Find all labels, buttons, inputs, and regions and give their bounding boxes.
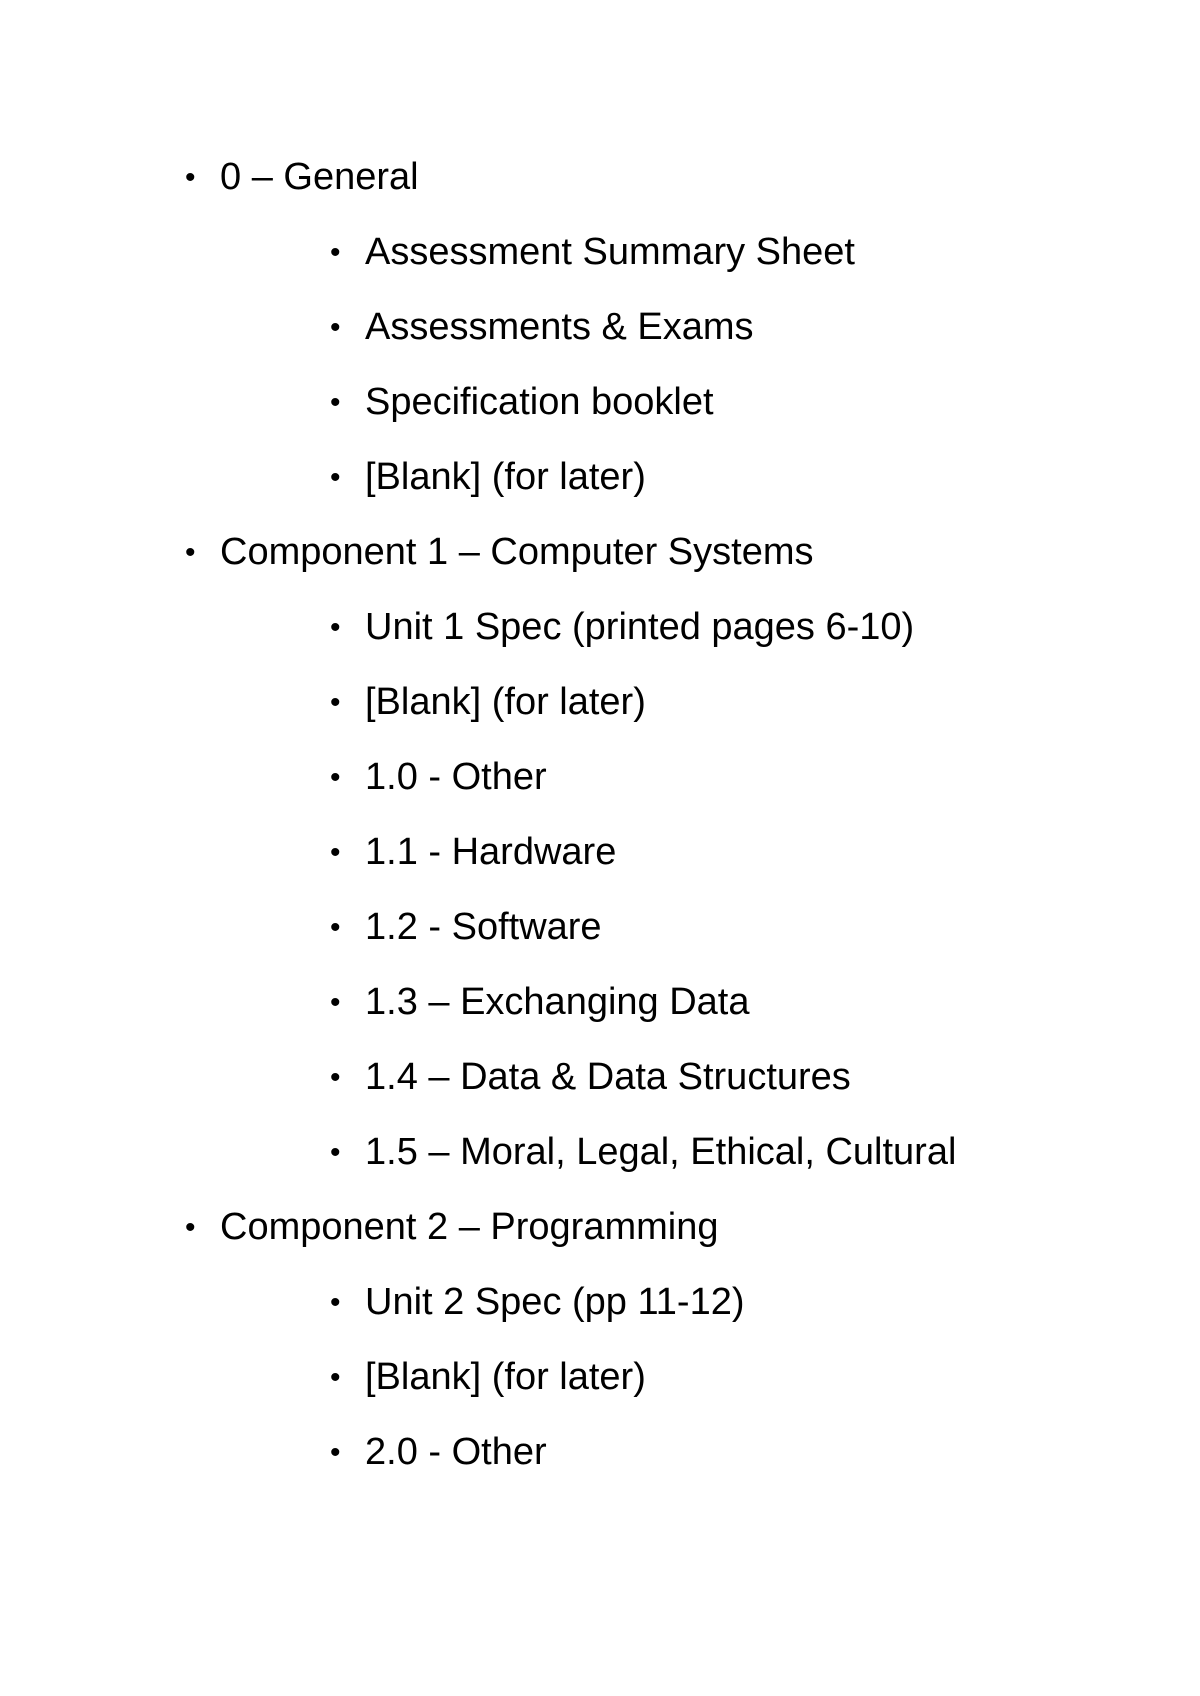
outline-subitem	[185, 590, 956, 665]
outline-subitem-text: Specification booklet	[365, 381, 714, 423]
bullet-icon: •	[330, 986, 341, 1019]
outline-subitem-text: 1.3 – Exchanging Data	[365, 981, 750, 1023]
outline-subitem	[185, 215, 956, 290]
outline-heading-text: Component 1 – Computer Systems	[220, 531, 814, 573]
outline-subitem	[185, 290, 956, 365]
outline-subitem-text: 1.2 - Software	[365, 906, 602, 948]
outline-heading	[185, 1190, 956, 1265]
outline-subitem	[185, 890, 956, 965]
bullet-icon: •	[185, 161, 196, 194]
outline-subitem-text: Unit 2 Spec (pp 11-12)	[365, 1281, 745, 1323]
outline-heading	[185, 515, 956, 590]
outline-subitem-text: 1.1 - Hardware	[365, 831, 617, 873]
outline-subitem-text: 1.5 – Moral, Legal, Ethical, Cultural	[365, 1131, 957, 1173]
outline-subitem-text: Assessments & Exams	[365, 306, 754, 348]
bullet-icon: •	[330, 236, 341, 269]
bullet-icon: •	[330, 686, 341, 719]
outline-subitem	[185, 1115, 956, 1190]
outline-subitem-text: 2.0 - Other	[365, 1431, 547, 1473]
bullet-icon: •	[330, 1061, 341, 1094]
outline-subitem	[185, 965, 956, 1040]
outline-subitem-text: 1.4 – Data & Data Structures	[365, 1056, 851, 1098]
bullet-icon: •	[330, 911, 341, 944]
outline-subitem-text: [Blank] (for later)	[365, 681, 646, 723]
bullet-icon: •	[330, 386, 341, 419]
bullet-icon: •	[330, 1136, 341, 1169]
bullet-icon: •	[330, 611, 341, 644]
bulleted-outline	[185, 140, 956, 1490]
outline-subitem	[185, 1415, 956, 1490]
outline-subitem-text: 1.0 - Other	[365, 756, 547, 798]
outline-subitem	[185, 440, 956, 515]
outline-subitem	[185, 1265, 956, 1340]
outline-subitem	[185, 1040, 956, 1115]
outline-subitem-text: Unit 1 Spec (printed pages 6-10)	[365, 606, 915, 648]
outline-subitem-text: [Blank] (for later)	[365, 456, 646, 498]
outline-subitem	[185, 365, 956, 440]
outline-subitem	[185, 1340, 956, 1415]
bullet-icon: •	[330, 1436, 341, 1469]
bullet-icon: •	[185, 536, 196, 569]
bullet-icon: •	[330, 836, 341, 869]
outline-heading-text: Component 2 – Programming	[220, 1206, 719, 1248]
outline-subitem-text: Assessment Summary Sheet	[365, 231, 855, 273]
bullet-icon: •	[330, 761, 341, 794]
outline-subitem	[185, 740, 956, 815]
bullet-icon: •	[330, 461, 341, 494]
bullet-icon: •	[185, 1211, 196, 1244]
bullet-icon: •	[330, 1286, 341, 1319]
outline-subitem-text: [Blank] (for later)	[365, 1356, 646, 1398]
bullet-icon: •	[330, 1361, 341, 1394]
bullet-icon: •	[330, 311, 341, 344]
outline-heading	[185, 140, 956, 215]
outline-subitem	[185, 815, 956, 890]
outline-heading-text: 0 – General	[220, 156, 419, 198]
outline-subitem	[185, 665, 956, 740]
